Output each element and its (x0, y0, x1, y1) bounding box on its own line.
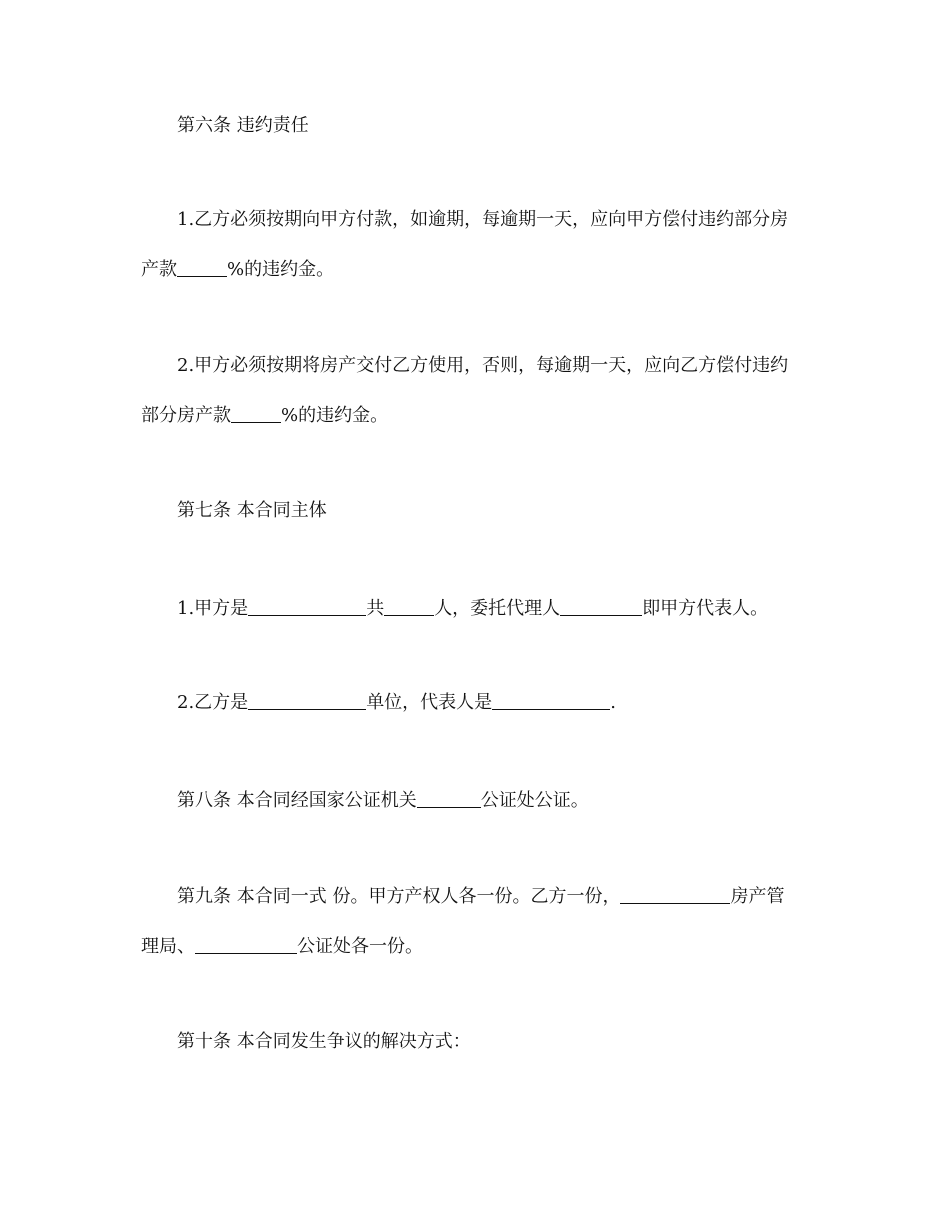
article-7-item-2: 2.乙方是 单位，代表人是 . (177, 692, 616, 713)
article-7-item-1: 1.甲方是 共 人，委托代理人 即甲方代表人。 (177, 598, 769, 619)
agent-name-blank (560, 597, 642, 616)
penalty-rate-blank-2 (231, 404, 281, 423)
article-9-line-2: 理局、 公证处各一份。 (141, 936, 423, 957)
article-6-item-2-line-1: 2.甲方必须按期将房产交付乙方使用，否则，每逾期一天，应向乙方偿付违约 (177, 355, 789, 376)
notary-office-blank (417, 789, 481, 808)
article-7-heading: 第七条 本合同主体 (177, 500, 327, 521)
article-8: 第八条 本合同经国家公证机关 公证处公证。 (177, 790, 589, 811)
party-b-representative-blank (492, 691, 610, 710)
article-6-heading: 第六条 违约责任 (177, 115, 309, 136)
article-9-line-1: 第九条 本合同一式 份。甲方产权人各一份。乙方一份， 房产管 (177, 886, 785, 907)
party-a-name-blank (248, 597, 366, 616)
article-6-item-2-line-2: 部分房产款 %的违约金。 (141, 405, 389, 426)
article-6-item-1-line-1: 1.乙方必须按期向甲方付款，如逾期，每逾期一天，应向甲方偿付违约部分房 (177, 209, 789, 230)
housing-bureau-blank (620, 885, 730, 904)
party-b-name-blank (248, 691, 366, 710)
article-10-heading: 第十条 本合同发生争议的解决方式： (177, 1031, 471, 1052)
penalty-rate-blank-1 (177, 258, 227, 277)
notary-office-blank-2 (195, 935, 297, 954)
party-a-count-blank (384, 597, 434, 616)
article-6-item-1-line-2: 产款 %的违约金。 (141, 259, 335, 280)
